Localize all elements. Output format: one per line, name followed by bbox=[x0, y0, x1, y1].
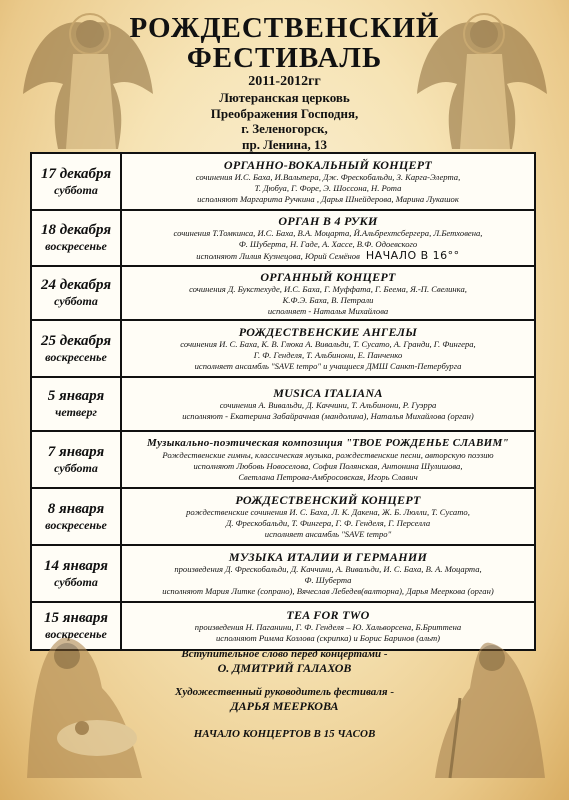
event-title: ОРГАННЫЙ КОНЦЕРТ bbox=[260, 269, 396, 284]
event-date: 5 января bbox=[47, 388, 105, 404]
title-line-1: РОЖДЕСТВЕНСКИЙ bbox=[129, 12, 440, 44]
event-date: 25 декабря bbox=[40, 332, 112, 349]
event-line: исполняет ансамбль "SAVE tempo" и учащиеся ДМШ Санкт-Петербурга bbox=[194, 361, 462, 371]
event-title: ОРГАН В 4 РУКИ bbox=[278, 214, 378, 228]
event-info bbox=[122, 546, 534, 601]
intro-speaker-label: Вступительное слово перед концертами - bbox=[181, 648, 388, 660]
event-line-text: исполняют Лилия Кузнецова, Юрий Семёнов bbox=[196, 251, 360, 261]
schedule-row bbox=[32, 154, 534, 211]
date-cell bbox=[32, 154, 122, 209]
event-date: 14 января bbox=[44, 557, 108, 574]
event-line: рождественские сочинения И. С. Баха, Л. К. Дакена, Ж. Б. Люлли, Т. Сусато, bbox=[186, 507, 470, 517]
venue-block bbox=[0, 90, 569, 152]
event-weekday: воскресенье bbox=[45, 627, 107, 641]
event-info bbox=[122, 432, 534, 487]
schedule-row bbox=[32, 432, 534, 489]
date-cell bbox=[32, 321, 122, 376]
event-weekday: четверг bbox=[55, 405, 97, 419]
date-cell bbox=[32, 267, 122, 319]
event-line: исполняют - Екатерина Забайрачная (мандолина), Наталья Михайлова (орган) bbox=[182, 411, 474, 421]
event-info bbox=[122, 154, 534, 209]
event-line: произведения Н. Паганини, Г. Ф. Генделя – Ю. Хальворсена, Б.Бриттена bbox=[194, 622, 462, 632]
event-title: Музыкально-поэтическая композиция "ТВОЕ РОЖДЕНЬЕ СЛАВИМ" bbox=[147, 437, 509, 449]
artistic-director-label: Художественный руководитель фестиваля - bbox=[174, 686, 395, 698]
event-info bbox=[122, 211, 534, 265]
date-cell bbox=[32, 378, 122, 430]
date-cell bbox=[32, 546, 122, 601]
venue-line: Преображения Господня, bbox=[210, 105, 359, 121]
event-line: Светлана Петрова-Амбросовская, Игорь Славич bbox=[238, 472, 418, 482]
schedule-row bbox=[32, 211, 534, 267]
venue-line: Лютеранская церковь bbox=[219, 90, 350, 105]
schedule-row bbox=[32, 267, 534, 321]
event-info bbox=[122, 489, 534, 544]
concert-schedule-table bbox=[30, 152, 536, 651]
event-line: Г. Ф. Генделя, Т. Альбинони, Е. Панченко bbox=[253, 350, 403, 360]
event-line: сочинения Т.Томкинса, И.С. Баха, В.А. Моцарта, Й.Альбрехтсбергера, Л.Бетховена, bbox=[173, 228, 483, 238]
event-line: Т. Дюбуа, Г. Форе, Э. Шоссона, Н. Рота bbox=[254, 183, 402, 193]
event-date: 18 декабря bbox=[40, 222, 112, 238]
date-cell bbox=[32, 432, 122, 487]
title-line-2: ФЕСТИВАЛЬ bbox=[186, 42, 383, 74]
event-weekday: суббота bbox=[54, 294, 98, 308]
event-line: сочинения И.С. Баха, И.Вальтера, Дж. Фрескобальди, З. Карга-Элерта, bbox=[195, 172, 461, 182]
event-info bbox=[122, 321, 534, 376]
event-line bbox=[126, 250, 530, 262]
artistic-director-name: ДАРЬЯ МЕЕРКОВА bbox=[230, 699, 339, 713]
event-info bbox=[122, 378, 534, 430]
event-title: ОРГАННО-ВОКАЛЬНЫЙ КОНЦЕРТ bbox=[223, 158, 433, 172]
event-line: сочинения И. С. Баха, К. В. Глюка А. Вивальди, Т. Сусато, А. Гранди, Г. Фингера, bbox=[180, 339, 476, 349]
event-line: Ф. Шуберта, Н. Гаде, А. Хассе, В.Ф. Одоевского bbox=[238, 239, 418, 249]
event-title: TEA FOR TWO bbox=[286, 608, 370, 622]
event-weekday: воскресенье bbox=[45, 239, 107, 253]
event-info bbox=[122, 267, 534, 319]
event-date: 17 декабря bbox=[40, 165, 112, 182]
schedule-row bbox=[32, 546, 534, 603]
venue-line: г. Зеленогорск, bbox=[241, 121, 328, 136]
schedule-row bbox=[32, 378, 534, 432]
intro-speaker-name: О. ДМИТРИЙ ГАЛАХОВ bbox=[217, 661, 352, 675]
date-cell bbox=[32, 489, 122, 544]
event-line: исполняет ансамбль "SAVE tempo" bbox=[264, 529, 392, 539]
event-weekday: суббота bbox=[54, 182, 98, 197]
event-line: Рождественские гимны, классическая музыка, рождественские песни, авторскую поэзию bbox=[162, 450, 494, 460]
event-title: РОЖДЕСТВЕНСКИЙ КОНЦЕРТ bbox=[235, 493, 421, 507]
concert-start-note: НАЧАЛО КОНЦЕРТОВ В 15 ЧАСОВ bbox=[193, 728, 376, 740]
schedule-row bbox=[32, 321, 534, 378]
event-line: К.Ф.Э. Баха, В. Петрали bbox=[282, 294, 374, 305]
event-weekday: воскресенье bbox=[45, 349, 107, 364]
event-line: Ф. Шуберта bbox=[304, 575, 352, 585]
venue-line: пр. Ленина, 13 bbox=[241, 136, 328, 152]
event-title: МУЗЫКА ИТАЛИИ И ГЕРМАНИИ bbox=[228, 550, 428, 564]
event-line: сочинения Д. Букстехуде, И.С. Баха, Г. Муффата, Г. Беема, Я.-П. Свелинка, bbox=[189, 283, 467, 294]
event-title: MUSICA ITALIANA bbox=[273, 386, 383, 400]
event-date: 24 декабря bbox=[40, 277, 112, 293]
event-line: исполняют Мария Литке (сопрано), Вячеслав Лебедев(валторна), Дарья Меерковa (орган) bbox=[162, 586, 494, 596]
event-line: Д. Фрескобальди, Т. Фингера, Г. Ф. Генделя, Г. Перселла bbox=[225, 518, 431, 528]
festival-years: 2011-2012гг bbox=[248, 74, 321, 89]
handwritten-start-note: НАЧАЛО В 16°° bbox=[365, 249, 460, 262]
event-date: 15 января bbox=[44, 610, 108, 626]
schedule-row bbox=[32, 489, 534, 546]
event-line: исполняют Римма Козлова (скрипка) и Борис Баринов (альт) bbox=[215, 633, 441, 643]
event-title: РОЖДЕСТВЕНСКИЕ АНГЕЛЫ bbox=[238, 325, 418, 339]
event-line: сочинения А. Вивальди, Д. Каччини, Т. Альбинони, Р. Гуэрра bbox=[219, 400, 437, 410]
event-line: произведения Д. Фрескобальди, Д. Каччини, А. Вивальди, И. С. Баха, В. А. Моцарта, bbox=[174, 564, 482, 574]
event-weekday: суббота bbox=[54, 460, 98, 475]
event-weekday: воскресенье bbox=[45, 517, 107, 532]
event-line: исполняют Любовь Новоселова, София Полянская, Антонина Шулишова, bbox=[193, 461, 463, 471]
event-date: 8 января bbox=[47, 500, 105, 517]
date-cell bbox=[32, 211, 122, 265]
event-line: исполняет - Наталья Михайлова bbox=[267, 305, 389, 316]
event-date: 7 января bbox=[47, 443, 105, 460]
event-line: исполняют Маргарита Ручкина , Дарья Шнейдерова, Марина Лукашок bbox=[197, 194, 459, 204]
event-weekday: суббота bbox=[54, 574, 98, 589]
